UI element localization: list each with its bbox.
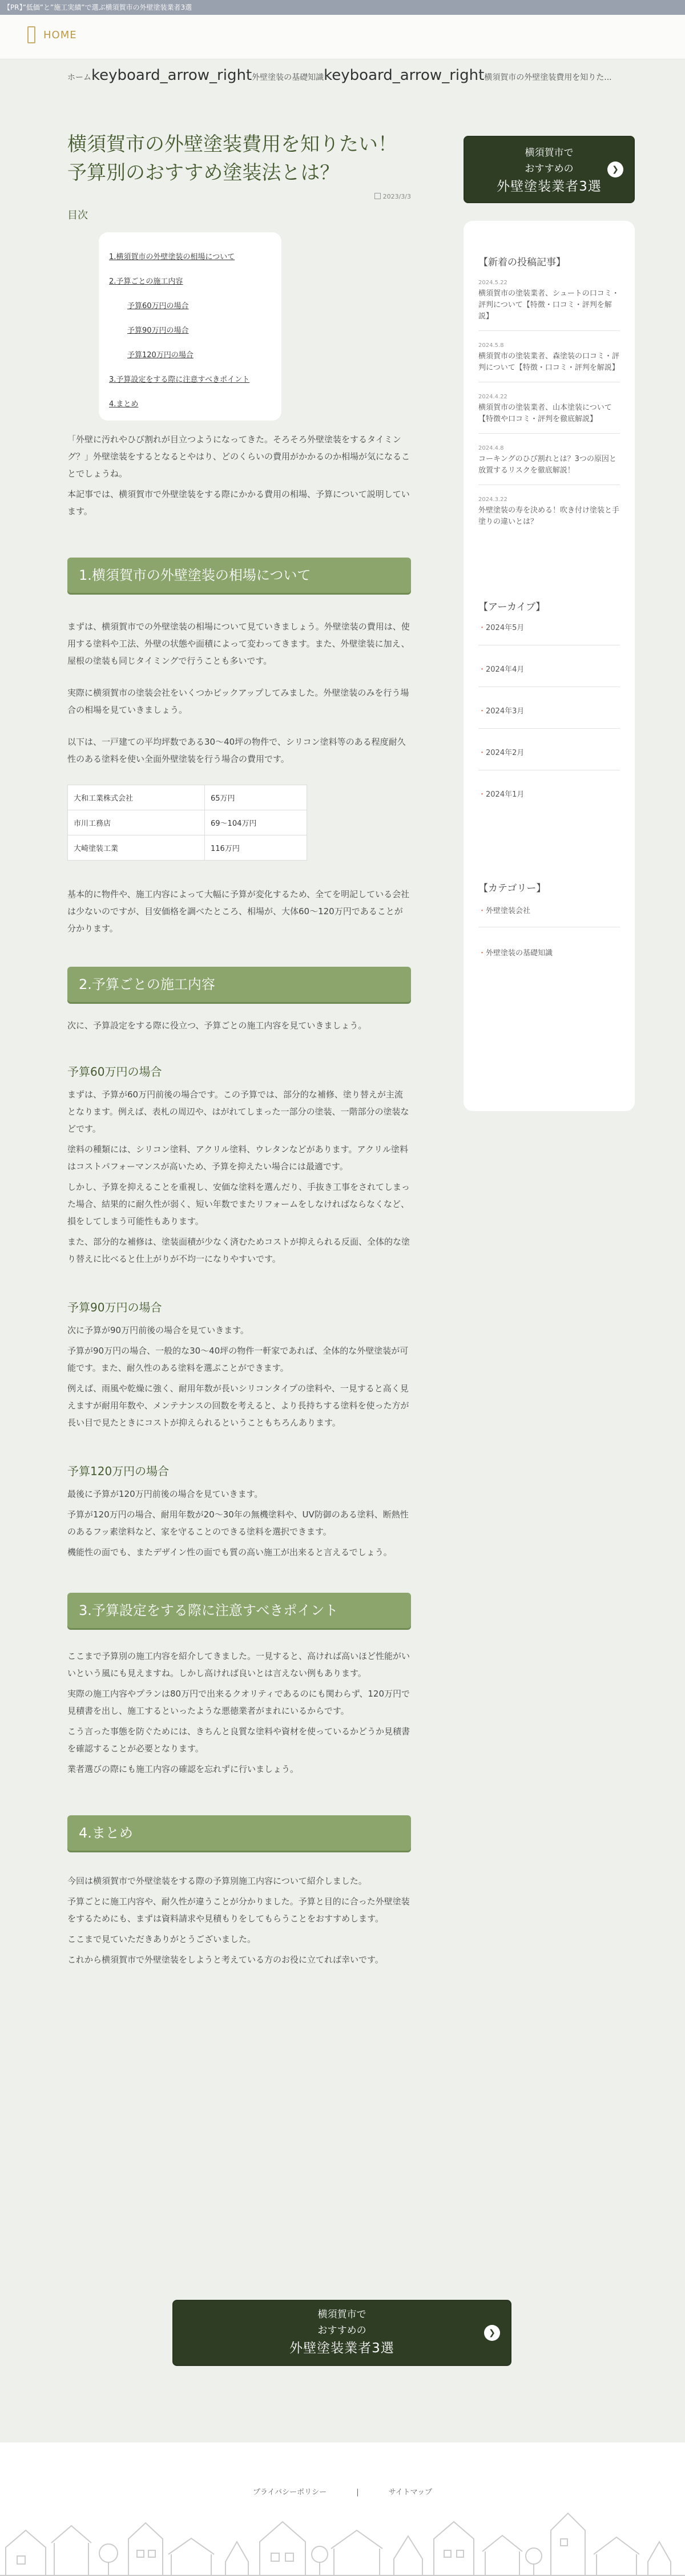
- archive-link[interactable]: ・ 2024年3月: [478, 687, 620, 729]
- home-label: HOME: [43, 29, 77, 41]
- paragraph: 最後に予算が120万円前後の場合を見ていきます。: [67, 1489, 263, 1499]
- paragraph: 次に予算が90万円前後の場合を見ていきます。: [67, 1325, 249, 1335]
- subheading: 予算120万円の場合: [67, 1464, 170, 1478]
- calendar-icon: [374, 193, 381, 199]
- home-icon: [27, 26, 35, 43]
- subheading: 予算90万円の場合: [67, 1301, 162, 1314]
- arrow-right-icon: ❯: [484, 2325, 500, 2341]
- toc-link[interactable]: 2.予算ごとの施工内容: [109, 277, 183, 286]
- breadcrumb-category[interactable]: 外壁塗装の基礎知識: [252, 73, 324, 82]
- post-title: コーキングのひび割れとは？3つの原因と放置するリスクを徹底解説！: [478, 455, 616, 475]
- table-cell: 69〜104万円: [205, 810, 307, 835]
- paragraph: 機能性の面でも、またデザイン性の面でも質の高い施工が出来ると言えるでしょう。: [67, 1547, 392, 1557]
- sitemap-link[interactable]: サイトマップ: [388, 2488, 433, 2497]
- paragraph: まずは、横須賀市での外壁塗装の相場について見ていきましょう。外壁塗装の費用は、使用する塗料や工法、外壁の状態や面積によって変わってきます。また、外壁塗装に加え、屋根の塗装も同じタイミングで行うことも多いです。: [67, 621, 410, 666]
- paragraph: 今回は横須賀市で外壁塗装をする際の予算別施工内容について紹介しました。: [67, 1876, 367, 1886]
- cta-title: 外壁塗装業者3選: [497, 179, 602, 194]
- table-cell: 市川工務店: [68, 810, 205, 835]
- breadcrumb-current: 横須賀市の外壁塗装費用を知りた...: [484, 73, 612, 82]
- post-title: 外壁塗装の寿を決める！吹き付け塗装と手塗りの違いとは？: [478, 506, 620, 526]
- paragraph: 実際に横須賀市の塗装会社をいくつかピックアップしてみました。外壁塗装のみを行う場合の相場を見ていきましょう。: [67, 688, 409, 715]
- sidebar: [464, 221, 635, 1111]
- table-cell: 65万円: [205, 785, 307, 810]
- footer-separator: |: [356, 2488, 359, 2497]
- sidebar-heading-new: 【新着の投稿記事】: [478, 257, 566, 268]
- post-date-text: 2023/3/3: [382, 193, 411, 200]
- paragraph: 次に、予算設定をする際に役立つ、予算ごとの施工内容を見ていきましょう。: [67, 1020, 367, 1031]
- paragraph: まずは、予算が60万円前後の場合です。この予算では、部分的な補修、塗り替えが主流となります。例えば、表札の周辺や、はがれてしまった一部分の塗装、一階部分の塗装などです。: [67, 1089, 409, 1134]
- paragraph: 塗料の種類には、シリコン塗料、アクリル塗料、ウレタンなどがあります。アクリル塗料はコストパフォーマンスが高いため、予算を抑えたい場合には最適です。: [67, 1144, 409, 1172]
- sidebar-post[interactable]: [478, 485, 620, 536]
- toc-heading: 目次: [67, 209, 88, 221]
- paragraph: ここまで見ていただきありがとうございました。: [67, 1934, 256, 1944]
- post-date: 2024.5.8: [478, 342, 504, 349]
- sidebar-post[interactable]: [478, 268, 620, 331]
- toc-link[interactable]: 予算90万円の場合: [127, 326, 189, 335]
- site-header: [0, 15, 685, 59]
- cta-title: 外壁塗装業者3選: [289, 2341, 394, 2356]
- paragraph: 例えば、雨風や乾燥に強く、耐用年数が長いシリコンタイプの塗料や、一見すると高く見えますが耐用年数や、メンテナンスの回数を考えると、より長持ちする塗料を使った方が長い目で見たときにコストが抑えられるということもちろんあります。: [67, 1383, 409, 1428]
- cta-banner-side[interactable]: [464, 136, 635, 203]
- cta-line: おすすめの: [317, 2325, 366, 2336]
- post-date: 2024.4.8: [478, 445, 504, 451]
- toc-link[interactable]: 3.予算設定をする際に注意すべきポイント: [109, 376, 250, 384]
- toc-link[interactable]: 4.まとめ: [109, 400, 139, 409]
- category-link[interactable]: ・ 外壁塗装会社: [478, 894, 620, 927]
- paragraph: 予算が90万円の場合、一般的な30〜40坪の物件一軒家であれば、全体的な外壁塗装が可能です。また、耐久性のある塗料を選ぶことができます。: [67, 1346, 409, 1373]
- table-cell: 116万円: [205, 835, 307, 861]
- price-table: [67, 785, 307, 861]
- chevron-right-icon: keyboard_arrow_right: [91, 67, 252, 84]
- paragraph: 業者選びの際にも施工内容の確認を忘れずに行いましょう。: [67, 1764, 299, 1774]
- site-footer: [0, 2442, 685, 2576]
- table-cell: 大崎塗装工業: [68, 835, 205, 861]
- paragraph: 予算ごとに施工内容や、耐久性が違うことが分かりました。予算と目的に合った外壁塗装をするためにも、まずは資料請求や見積もりをしてもらうことをおすすめします。: [67, 1896, 410, 1924]
- post-title: 横須賀市の塗装業者、森塗装の口コミ・評判について【特徴・口コミ・評判を解説】: [478, 352, 620, 372]
- archive-link[interactable]: ・ 2024年5月: [478, 613, 620, 645]
- pr-topbar: 【PR】”低価”と”施工実績”で選ぶ横須賀市の外壁塗装業者3選: [0, 0, 685, 15]
- breadcrumb: [67, 67, 612, 84]
- article: [67, 130, 411, 1968]
- section-heading-3: 3.予算設定をする際に注意すべきポイント: [67, 1593, 411, 1628]
- paragraph: 以下は、一戸建ての平均坪数である30〜40坪の物件で、シリコン塗料等のある程度耐久性のある塗料を使い全面外壁塗装を行う場合の費用です。: [67, 737, 406, 764]
- paragraph: これから横須賀市で外壁塗装をしようと考えている方のお役に立てれば幸いです。: [67, 1955, 384, 1965]
- cta-banner-bottom[interactable]: [172, 2300, 511, 2366]
- privacy-policy-link[interactable]: プライバシーポリシー: [252, 2488, 327, 2497]
- archive-link[interactable]: ・ 2024年4月: [478, 645, 620, 687]
- sidebar-post[interactable]: [478, 331, 620, 382]
- sidebar-post[interactable]: [478, 382, 620, 434]
- paragraph: 予算が120万円の場合、耐用年数が20〜30年の無機塗料や、UV防御のある塗料、断熱性のあるフッ素塗料など、家を守ることのできる塗料を選択できます。: [67, 1509, 409, 1537]
- paragraph: 本記事では、横須賀市で外壁塗装をする際にかかる費用の相場、予算について説明しています。: [67, 489, 410, 516]
- toc-link[interactable]: 予算120万円の場合: [127, 351, 194, 360]
- archive-link[interactable]: ・ 2024年2月: [478, 729, 620, 770]
- toc-link[interactable]: 予算60万円の場合: [127, 302, 189, 310]
- table-row: [68, 835, 307, 861]
- section-heading-4: 4.まとめ: [67, 1815, 411, 1851]
- section-heading-2: 2.予算ごとの施工内容: [67, 967, 411, 1002]
- table-row: [68, 785, 307, 810]
- toc-link[interactable]: 1.横須賀市の外壁塗装の相場について: [109, 253, 235, 261]
- paragraph: また、部分的な補修は、塗装面積が少なく済むためコストが抑えられる反面、全体的な塗り替えに比べると仕上がりが不均一になりやすいです。: [67, 1237, 410, 1264]
- cta-line: 横須賀市で: [525, 147, 574, 159]
- category-link[interactable]: ・ 外壁塗装の基礎知識: [478, 927, 620, 969]
- cta-line: おすすめの: [525, 163, 574, 175]
- home-link[interactable]: [27, 26, 77, 43]
- paragraph: 基本的に物件や、施工内容によって大幅に予算が変化するため、全てを明記している会社は少ないのですが、目安価格を調べたところ、相場が、大体60〜120万円であることが分かります。: [67, 889, 410, 934]
- paragraph: ここまで予算別の施工内容を紹介してきました。一見すると、高ければ高いほど性能がいいという風にも見えますね。しかし高ければ良いとは言えない例もあります。: [67, 1651, 410, 1678]
- paragraph: 「外壁に汚れやひび割れが目立つようになってきた。そろそろ外壁塗装をするタイミング？」外壁塗装をするとなるとやはり、どのくらいの費用がかかるのか相場が気になることでしょうね。: [67, 434, 410, 479]
- post-title: 横須賀市の塗装業者、シュートの口コミ・評判について【特徴・口コミ・評判を解説】: [478, 289, 619, 321]
- archive-link[interactable]: ・ 2024年1月: [478, 770, 620, 811]
- post-date: 2024.5.22: [478, 280, 507, 286]
- post-date: 2024.3.22: [478, 496, 507, 503]
- breadcrumb-home[interactable]: ホーム: [67, 73, 91, 82]
- footer-links: [0, 2486, 685, 2497]
- paragraph: 実際の施工内容やプランは80万円で出来るクオリティであるのにも関わらず、120万円で見積書を出し、施工するといったような悪徳業者がまれにいるからです。: [67, 1689, 410, 1716]
- chevron-right-icon: keyboard_arrow_right: [324, 67, 485, 84]
- sidebar-heading-archive: 【アーカイブ】: [478, 601, 546, 613]
- post-date: 2024.4.22: [478, 394, 507, 400]
- sidebar-heading-category: 【カテゴリー】: [478, 883, 546, 894]
- sidebar-post[interactable]: [478, 434, 620, 485]
- paragraph: しかし、予算を抑えることを重視し、安価な塗料を選んだり、手抜き工事をされてしまった場合、結果的に耐久性が弱く、短い年数でまたリフォームをしなければならなくなど、損をしてしまう可能性もあります。: [67, 1182, 410, 1226]
- page-title: 横須賀市の外壁塗装費用を知りたい！予算別のおすすめ塗装法とは？: [67, 133, 397, 184]
- table-row: [68, 810, 307, 835]
- table-cell: 大和工業株式会社: [68, 785, 205, 810]
- town-illustration: [0, 2508, 685, 2576]
- post-date: [67, 193, 411, 200]
- table-of-contents: [99, 232, 281, 421]
- post-title: 横須賀市の塗装業者、山本塗装について【特徴や口コミ・評判を徹底解説】: [478, 403, 612, 423]
- arrow-right-icon: ❯: [607, 161, 623, 177]
- section-heading-1: 1.横須賀市の外壁塗装の相場について: [67, 558, 411, 593]
- subheading: 予算60万円の場合: [67, 1065, 162, 1079]
- paragraph: こう言った事態を防ぐためには、きちんと良質な塗料や資材を使っているかどうか見積書を確認することが必要となります。: [67, 1726, 410, 1754]
- intro: [67, 431, 411, 520]
- cta-line: 横須賀市で: [317, 2309, 366, 2320]
